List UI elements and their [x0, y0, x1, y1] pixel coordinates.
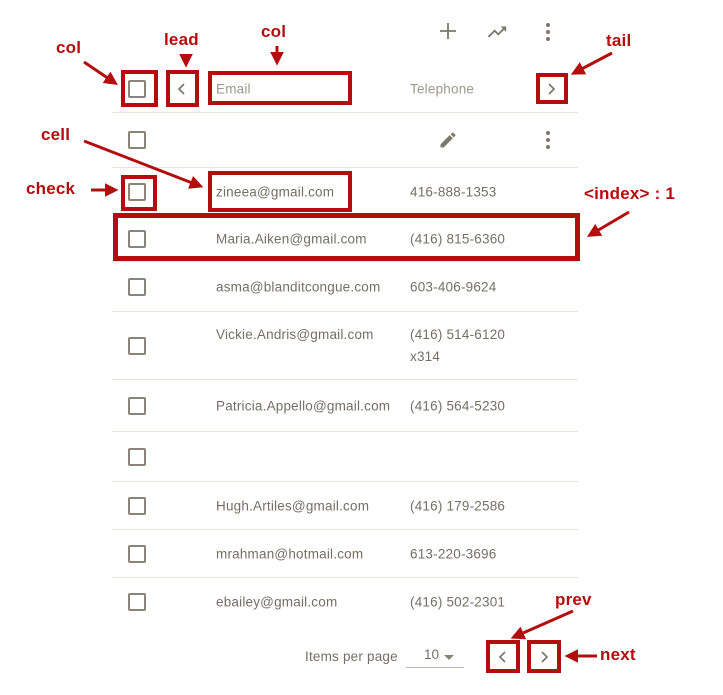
edit-button[interactable] — [438, 130, 458, 150]
annotation-label-check: check — [26, 179, 76, 198]
row-checkbox[interactable] — [128, 183, 146, 201]
annotation-label-index: <index> : 1 — [584, 184, 676, 203]
phone-extension: x314 — [410, 349, 441, 364]
row-checkbox[interactable] — [128, 545, 146, 563]
add-icon — [439, 22, 457, 40]
annotation-label-next: next — [600, 645, 636, 664]
annotation-label-lead: lead — [164, 30, 199, 49]
add-button[interactable] — [439, 22, 457, 40]
table-row — [112, 530, 578, 578]
data-table — [112, 66, 578, 626]
row-more-button[interactable] — [546, 131, 550, 149]
tail-column-button[interactable] — [543, 81, 559, 97]
table-row-index-1 — [112, 217, 578, 262]
chevron-right-icon — [536, 649, 552, 665]
more-vertical-icon — [546, 131, 550, 135]
table-row — [112, 482, 578, 530]
email-cell[interactable]: Vickie.Andris@gmail.com — [216, 327, 374, 342]
email-cell[interactable]: Maria.Aiken@gmail.com — [216, 231, 367, 247]
email-cell[interactable]: Patricia.Appello@gmail.com — [216, 398, 391, 413]
email-column-header[interactable]: Email — [216, 81, 251, 97]
more-vertical-icon — [546, 23, 550, 27]
annotation-label-prev: prev — [555, 590, 592, 609]
telephone-column-header[interactable]: Telephone — [410, 81, 475, 97]
phone-cell[interactable]: 613-220-3696 — [410, 546, 497, 561]
row-checkbox[interactable] — [128, 593, 146, 611]
phone-cell[interactable]: (416) 179-2586 — [410, 498, 506, 513]
more-menu-button[interactable] — [546, 23, 550, 41]
table-row — [112, 312, 578, 380]
email-cell[interactable]: ebailey@gmail.com — [216, 594, 338, 610]
row-checkbox[interactable] — [128, 448, 146, 466]
email-cell[interactable]: zineea@gmail.com — [216, 184, 335, 200]
annotation-label-cell: cell — [41, 125, 71, 144]
next-page-button[interactable] — [536, 649, 552, 665]
email-cell[interactable]: mrahman@hotmail.com — [216, 546, 364, 561]
phone-cell[interactable]: (416) 502-2301 — [410, 594, 506, 610]
table-row — [112, 380, 578, 432]
arrow-tail — [574, 53, 612, 73]
items-per-page-label: Items per page — [305, 649, 398, 664]
row-checkbox[interactable] — [128, 397, 146, 415]
edit-pencil-icon — [438, 130, 458, 150]
lead-column-button[interactable] — [174, 81, 190, 97]
row-checkbox[interactable] — [128, 497, 146, 515]
phone-cell[interactable]: 603-406-9624 — [410, 279, 497, 294]
table-row — [112, 578, 578, 626]
row-checkbox[interactable] — [128, 131, 146, 149]
dropdown-caret-icon — [444, 655, 454, 660]
annotation-label-tail: tail — [606, 31, 632, 50]
prev-page-button[interactable] — [495, 649, 511, 665]
annotation-label-col-email: col — [261, 22, 287, 41]
arrow-col-checkbox — [84, 62, 115, 83]
arrow-index — [590, 212, 629, 235]
trending-up-icon — [486, 21, 508, 43]
page-size-select[interactable] — [406, 644, 464, 668]
annotation-label-col-checkbox: col — [56, 38, 82, 57]
table-row — [112, 168, 578, 217]
email-cell[interactable]: asma@blanditcongue.com — [216, 279, 381, 294]
chevron-right-icon — [543, 81, 559, 97]
table-row — [112, 262, 578, 312]
row-checkbox[interactable] — [128, 337, 146, 355]
table-header-row — [112, 66, 578, 113]
phone-cell[interactable]: (416) 514-6120 x314 — [410, 324, 505, 368]
phone-cell[interactable]: 416-888-1353 — [410, 184, 497, 200]
table-row-empty — [112, 432, 578, 482]
phone-cell[interactable]: (416) 815-6360 — [410, 231, 506, 247]
table-action-row — [112, 113, 578, 168]
row-checkbox[interactable] — [128, 278, 146, 296]
chevron-left-icon — [174, 81, 190, 97]
phone-cell[interactable]: (416) 564-5230 — [410, 398, 506, 413]
select-all-checkbox[interactable] — [128, 80, 146, 98]
page-size-value: 10 — [424, 647, 440, 662]
email-cell[interactable]: Hugh.Artiles@gmail.com — [216, 498, 370, 513]
chevron-left-icon — [495, 649, 511, 665]
chart-button[interactable] — [486, 21, 508, 43]
row-checkbox[interactable] — [128, 230, 146, 248]
